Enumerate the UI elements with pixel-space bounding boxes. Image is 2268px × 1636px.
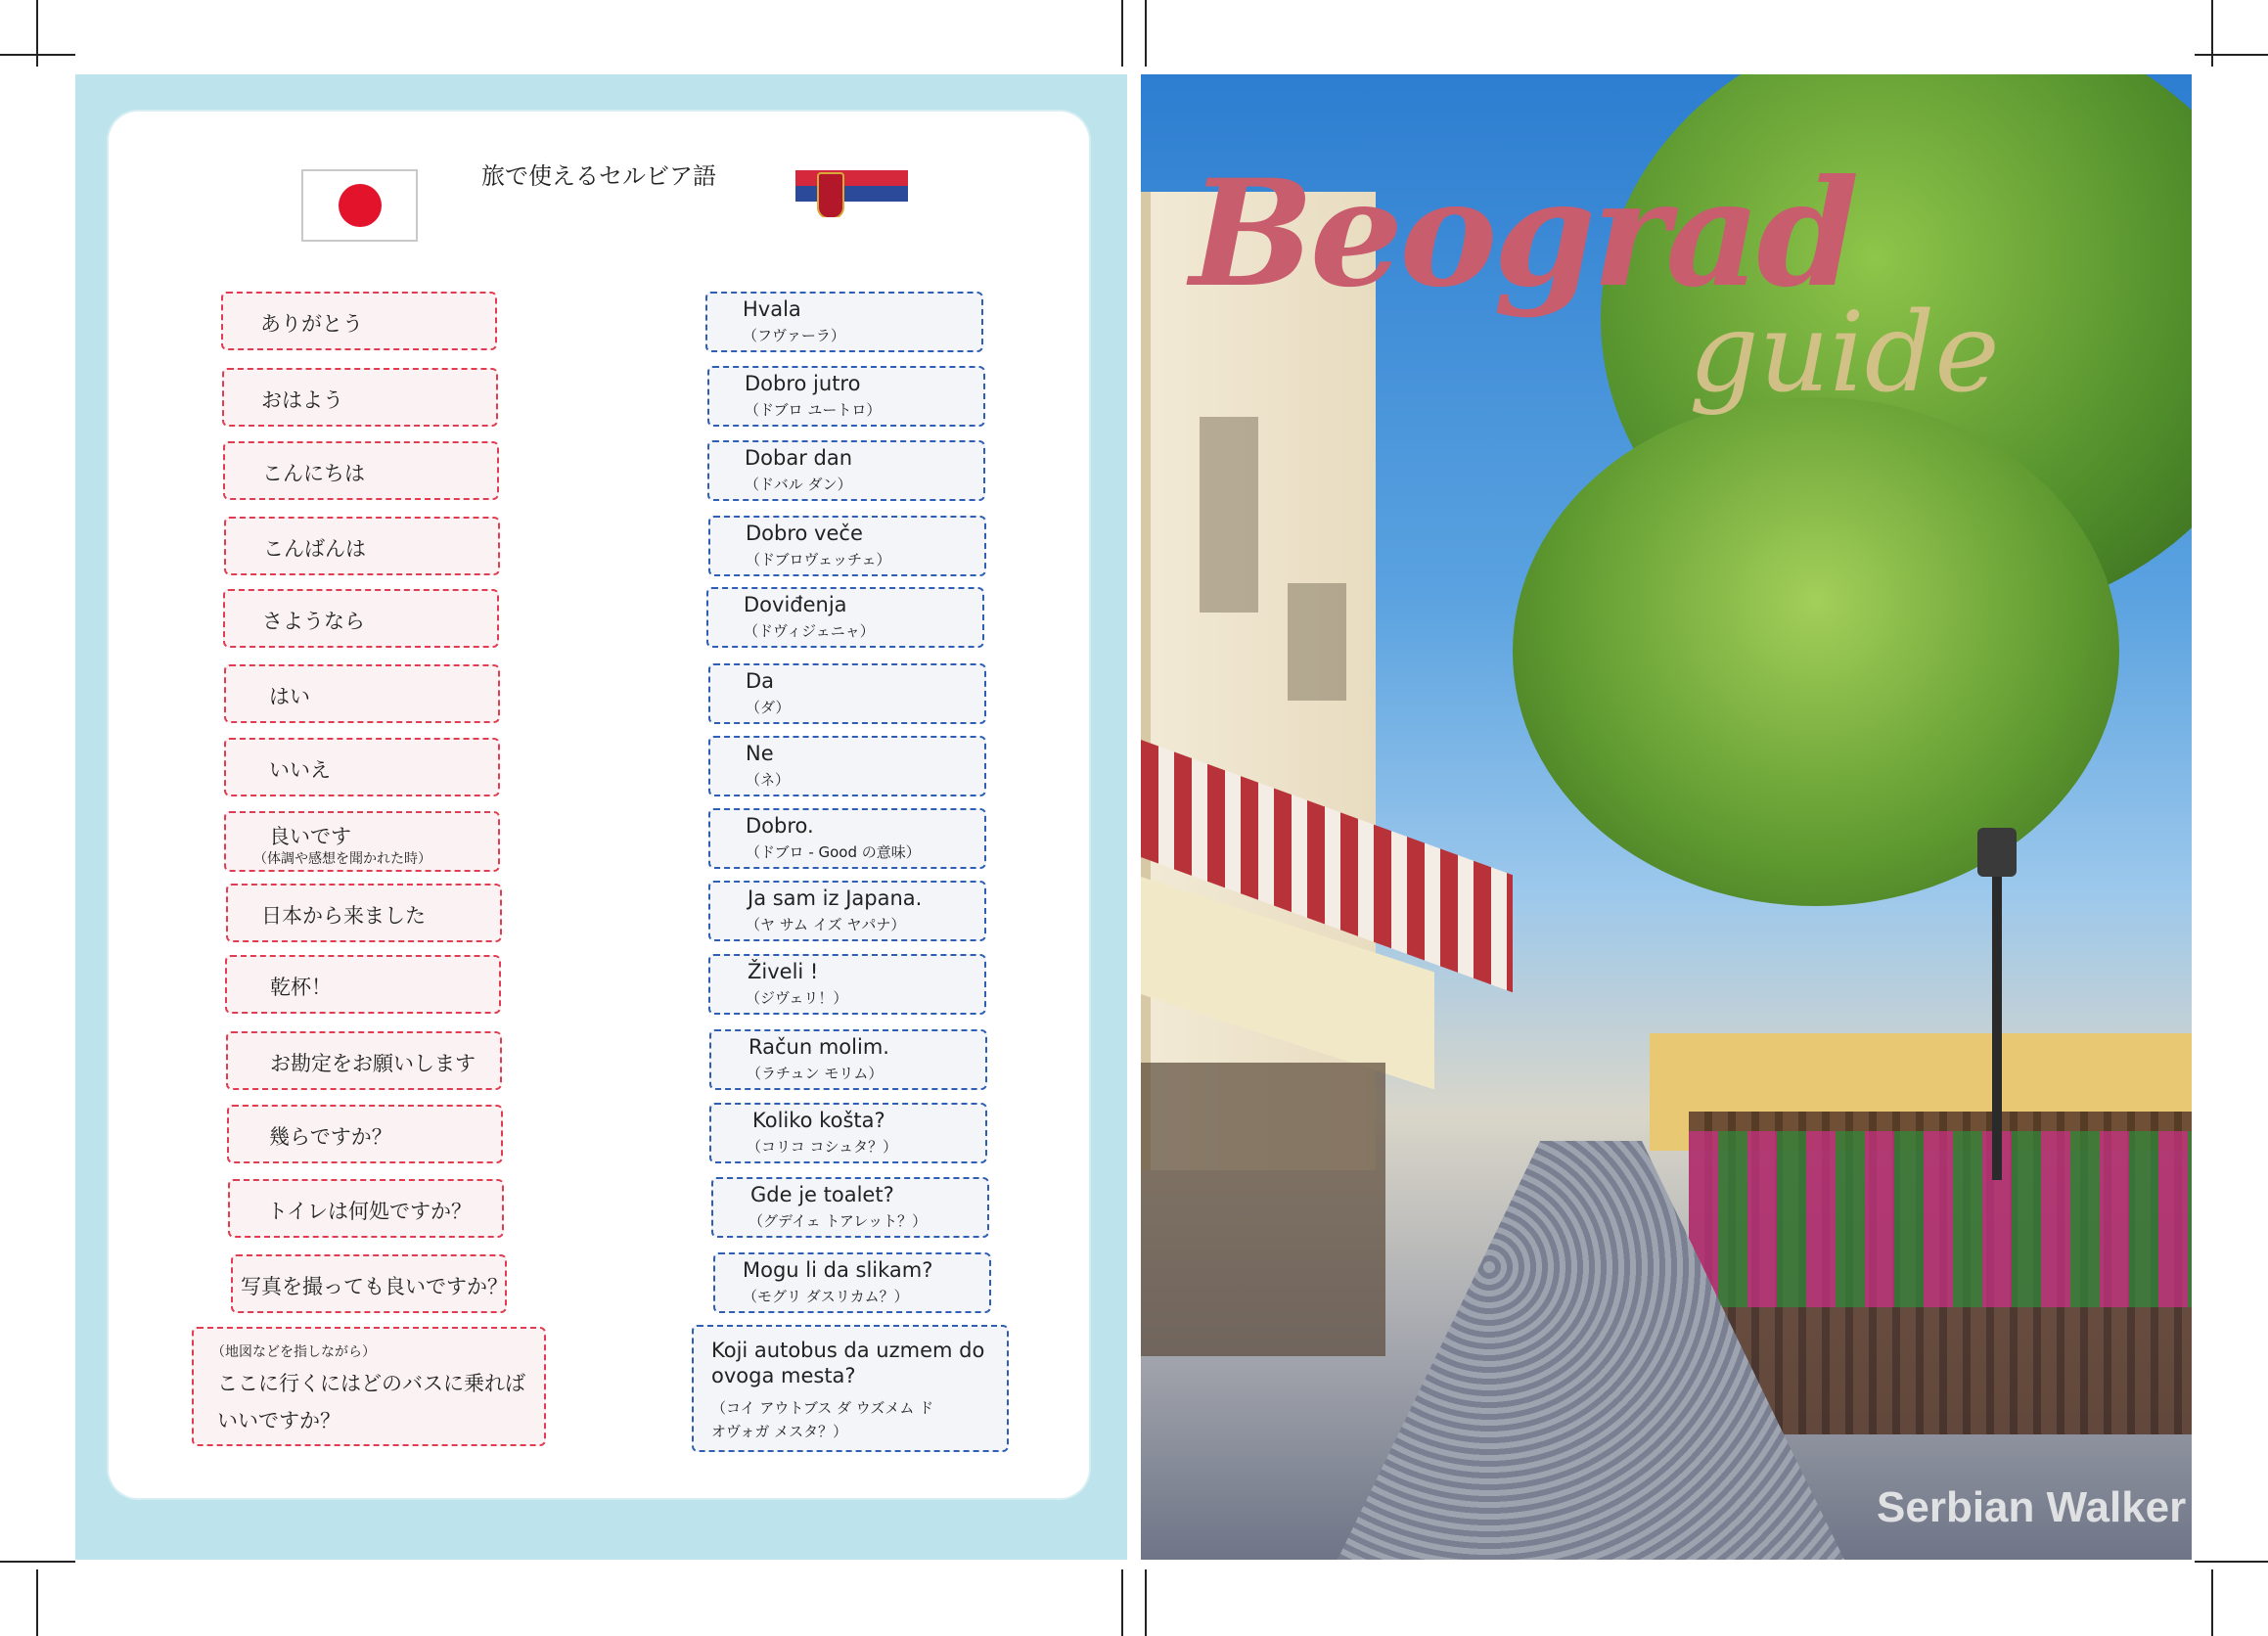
- japanese-phrase: ここに行くにはどのバスに乗れば: [217, 1372, 525, 1395]
- crop-mark: [36, 1569, 38, 1636]
- crop-mark: [1121, 0, 1123, 67]
- serbian-phrase-box: [708, 516, 986, 576]
- phrasebook-page: [75, 74, 1127, 1560]
- serbian-phrase: Ne: [746, 742, 774, 765]
- serbian-phrase: Da: [746, 669, 775, 693]
- japanese-phrase-box: [223, 441, 499, 500]
- crop-mark: [2195, 54, 2268, 56]
- japanese-phrase-box: [224, 664, 500, 723]
- japanese-phrase-note: （地図などを指しながら）: [211, 1344, 376, 1360]
- tree-canopy: [1513, 397, 2119, 906]
- serbian-phrase: Gde je toalet?: [750, 1183, 894, 1206]
- crop-mark: [36, 0, 38, 67]
- japanese-phrase-box: [226, 1031, 502, 1090]
- serbian-phrase: Hvala: [743, 297, 801, 321]
- crop-mark: [1145, 0, 1147, 67]
- japanese-phrase: いいえ: [269, 758, 331, 782]
- brand-watermark: Serbian Walker: [1877, 1483, 2187, 1531]
- serbian-pronunciation: オヴォガ メスタ？）: [711, 1423, 848, 1440]
- japanese-phrase: 乾杯！: [270, 976, 332, 999]
- serbian-pronunciation: （ドブロ ユートロ）: [745, 401, 882, 419]
- serbian-phrase-box: [708, 808, 986, 869]
- serbian-phrase: Račun molim.: [748, 1035, 889, 1059]
- crop-mark: [2195, 1561, 2268, 1563]
- japanese-phrase: おはよう: [261, 388, 343, 412]
- japanese-phrase: いいですか？: [217, 1409, 340, 1432]
- serbian-pronunciation: （ドヴィジェニャ）: [744, 622, 875, 640]
- japanese-phrase: はい: [269, 685, 310, 708]
- belgrade-street-photo: [1141, 74, 2192, 1560]
- serbian-phrase: Koji autobus da uzmem do: [711, 1339, 985, 1362]
- crop-mark: [1121, 1569, 1123, 1636]
- cafe-terrace: [1141, 1063, 1385, 1356]
- serbian-pronunciation: （ドブロ - Good の意味）: [746, 843, 921, 861]
- japanese-phrase: こんばんは: [263, 537, 366, 561]
- crop-mark: [2211, 1569, 2213, 1636]
- serbian-pronunciation: （コイ アウトブス ダ ウズメム ド: [711, 1399, 934, 1417]
- serbian-phrase: Dobro veče: [746, 522, 863, 545]
- japanese-phrase-box: [231, 1254, 507, 1313]
- serbian-phrase-box: [708, 881, 986, 941]
- serbian-phrase-box: [709, 1029, 987, 1090]
- serbian-phrase-box: [705, 292, 983, 352]
- serbian-phrase: Živeli !: [748, 960, 819, 983]
- serbian-phrase-box: [713, 1252, 991, 1313]
- flower-boxes: [1689, 1131, 2192, 1307]
- serbian-pronunciation: （ネ）: [746, 771, 791, 789]
- serbian-pronunciation: （コリコ コシュタ？）: [747, 1138, 898, 1156]
- japanese-phrase: 日本から来ました: [261, 904, 426, 928]
- japanese-phrase: お勘定をお願いします: [270, 1052, 476, 1075]
- serbian-phrase: ovoga mesta?: [711, 1364, 856, 1387]
- serbian-pronunciation: （ドバル ダン）: [745, 476, 852, 493]
- serbian-phrase: Ja sam iz Japana.: [748, 886, 923, 910]
- serbian-pronunciation: （ドブロヴェッチェ）: [746, 551, 891, 568]
- serbian-phrase-box: [708, 954, 986, 1015]
- serbia-flag-icon: [795, 170, 908, 217]
- serbian-phrase-box: [708, 736, 986, 796]
- serbian-pronunciation: （グデイェ トアレット？）: [748, 1212, 928, 1230]
- serbian-pronunciation: （ラチュン モリム）: [747, 1065, 884, 1082]
- japanese-phrase-box: [224, 811, 500, 872]
- serbian-phrase: Dobro jutro: [745, 372, 861, 395]
- serbian-pronunciation: （ヤ サム イズ ヤパナ）: [746, 916, 906, 933]
- japanese-phrase-box: [223, 589, 499, 648]
- serbian-phrase-box: [708, 663, 986, 724]
- serbian-phrase: Doviđenja: [744, 593, 847, 616]
- japan-flag-icon: [301, 169, 418, 242]
- japanese-phrase: トイレは何処ですか？: [267, 1200, 472, 1223]
- japanese-phrase: 写真を撮っても良いですか？: [241, 1275, 508, 1298]
- japanese-phrase-box: [222, 368, 498, 427]
- page-title: 旅で使えるセルビア語: [481, 162, 716, 190]
- japanese-phrase-box: [224, 517, 500, 575]
- japanese-phrase-box: [228, 1179, 504, 1238]
- phrase-card: [114, 117, 1083, 1492]
- japanese-phrase-box: [192, 1327, 546, 1446]
- crop-mark: [0, 54, 75, 56]
- cover-subtitle: guide: [1689, 290, 2000, 417]
- serbian-phrase-box: [711, 1177, 989, 1238]
- cover-title: Beograd: [1190, 148, 1856, 320]
- japanese-phrase: さようなら: [262, 610, 365, 633]
- japanese-phrase-note: （体調や感想を聞かれた時）: [253, 851, 431, 867]
- serbian-pronunciation: （ジヴェリ！）: [746, 989, 848, 1007]
- serbian-phrase-box: [706, 587, 984, 648]
- crop-mark: [1145, 1569, 1147, 1636]
- japanese-phrase-box: [221, 292, 497, 350]
- japanese-phrase-box: [226, 884, 502, 942]
- serbian-phrase-box: [707, 440, 985, 501]
- japanese-phrase: 良いです: [269, 825, 351, 848]
- serbian-phrase-box: [692, 1325, 1009, 1452]
- crop-mark: [2211, 0, 2213, 67]
- japanese-phrase: ありがとう: [260, 312, 363, 336]
- japanese-phrase: こんにちは: [262, 462, 365, 485]
- crop-mark: [0, 1561, 75, 1563]
- serbian-phrase: Koliko košta?: [752, 1109, 885, 1132]
- serbian-pronunciation: （ダ）: [746, 699, 791, 716]
- japanese-phrase-box: [225, 955, 501, 1014]
- japanese-phrase: 幾らですか？: [269, 1125, 392, 1149]
- serbian-phrase-box: [707, 366, 985, 427]
- street-lamp: [1992, 857, 2002, 1180]
- japanese-phrase-box: [227, 1105, 503, 1163]
- serbian-phrase: Dobro.: [746, 814, 814, 838]
- serbian-phrase: Mogu li da slikam?: [743, 1258, 933, 1282]
- serbian-pronunciation: （モグリ ダスリカム？）: [743, 1288, 909, 1305]
- japanese-phrase-box: [224, 738, 500, 796]
- serbian-pronunciation: （フヴァーラ）: [743, 327, 845, 344]
- serbian-phrase-box: [709, 1103, 987, 1163]
- serbian-phrase: Dobar dan: [745, 446, 853, 470]
